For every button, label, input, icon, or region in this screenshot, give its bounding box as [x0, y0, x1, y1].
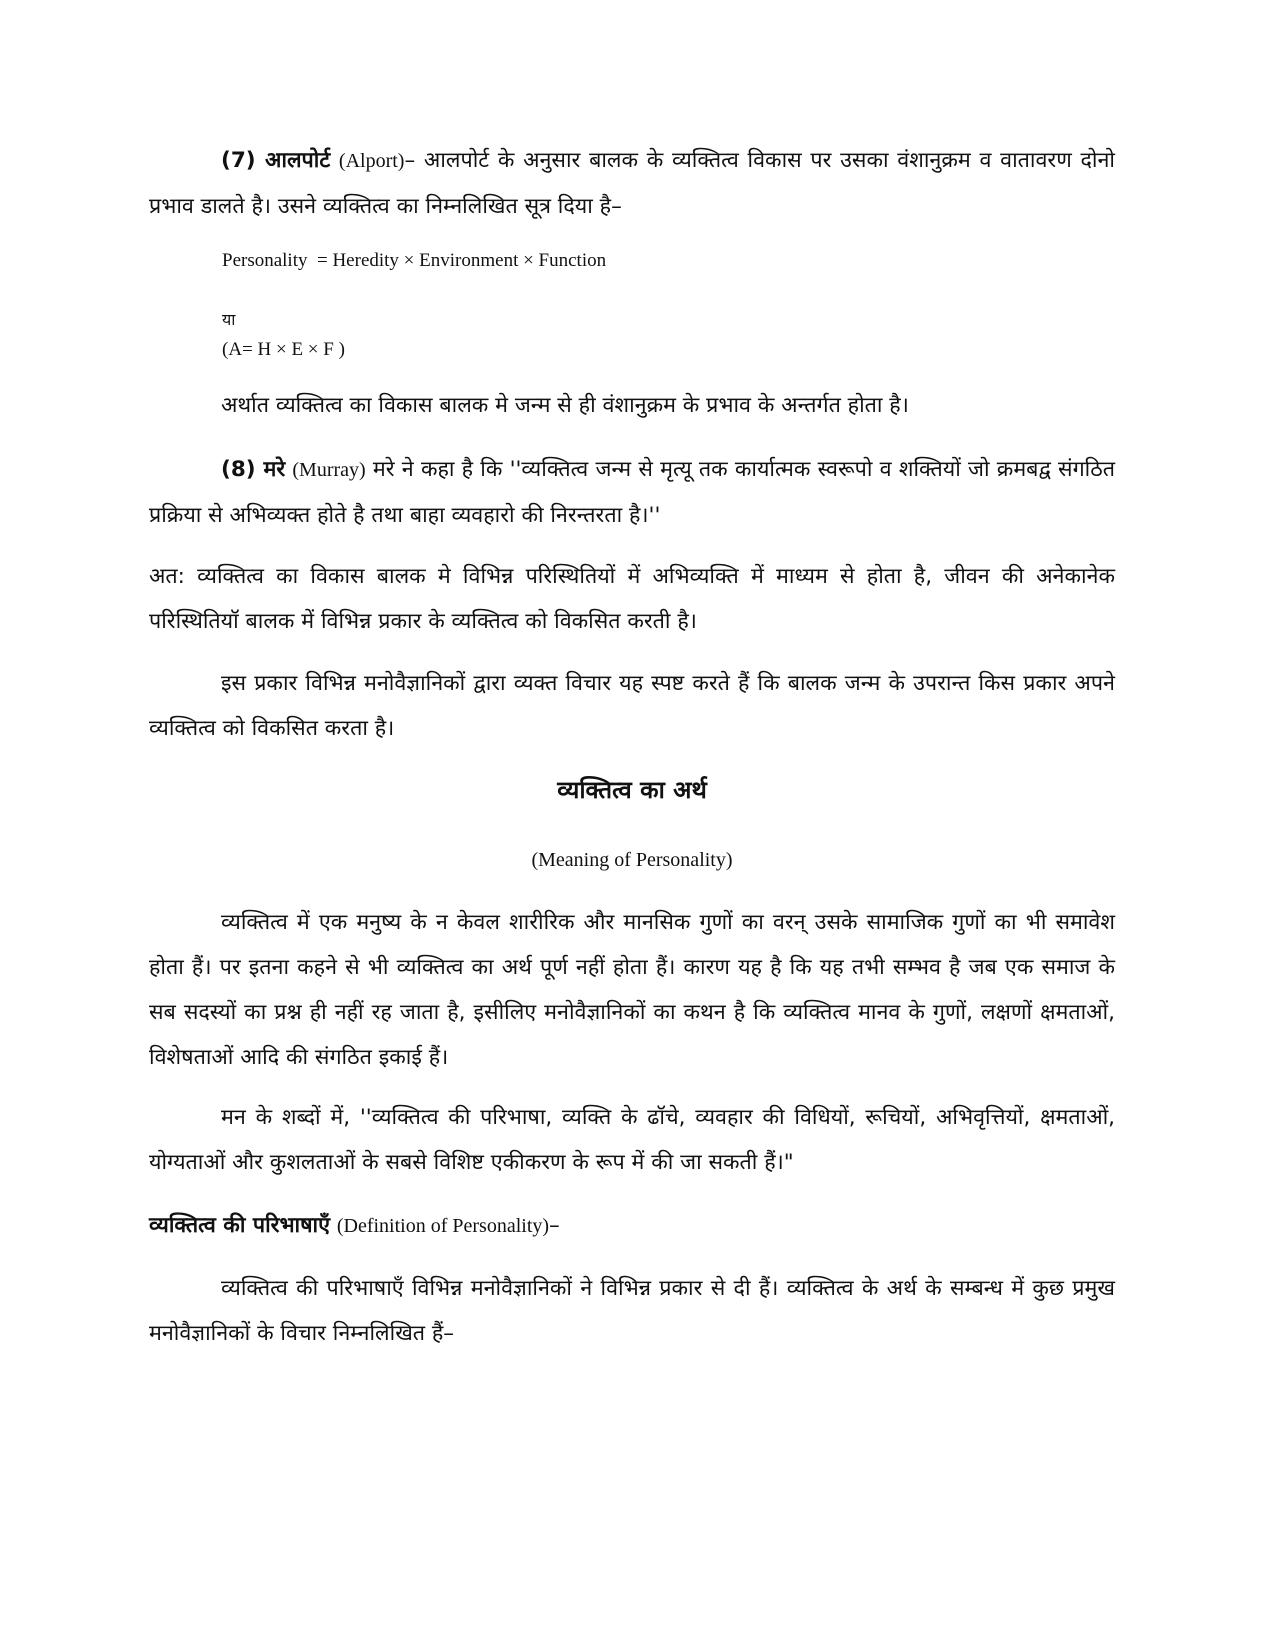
section-7-latin: (Alport) — [338, 150, 405, 172]
paragraph-atah: अत: व्यक्तित्व का विकास बालक मे विभिन्न परिस्थितियों में अभिव्यक्ति में माध्यम से होता है, जीवन की अनेकानेक परिस्थितियॉ बालक में विभिन्न प्रकार के व्यक्तित्व को विकसित करती है। — [149, 564, 1115, 634]
paragraph-meaning: व्यक्तित्व में एक मनुष्य के न केवल शारीरिक और मानसिक गुणों का वरन् उसके सामाजिक गुणों का भी समावेश होता हैं। पर इतना कहने से भी व्यक्तित्व का अर्थ पूर्ण नहीं होता हैं। कारण यह है कि यह तभी सम्भव है जब एक समाज के सब सदस्यों का प्रश्न ही नहीं रह जाता है, इसीलिए मनोवैज्ञानिकों का कथन है कि व्यक्तित्व मानव के गुणों, लक्षणों क्षमताओं, विशेषताओं आदि की संगठित इकाई हैं। — [149, 910, 1115, 1070]
formula-or-mark: या — [222, 310, 236, 329]
section-8-text: मरे ने कहा है कि ''व्यक्तित्व जन्म से मृत्यू तक कार्यात्मक स्वरूपो व शक्तियों जो क्रमबद्व संगठित प्रक्रिया से अभिव्यक्त होते है तथा बाहा व्यवहारो की निरन्तरता है।'' — [149, 457, 1115, 528]
definitions-latin: (Definition of Personality) — [336, 1215, 550, 1237]
formula-line-1: Personality = Heredity × Environment × Function — [222, 250, 607, 271]
definitions-dash: – — [549, 1213, 560, 1238]
paragraph-is-prakar: इस प्रकार विभिन्न मनोवैज्ञानिकों द्वारा व्यक्त विचार यह स्पष्ट करते हैं कि बालक जन्म के उपरान्त किस प्रकार अपने व्यक्तित्व को विकसित करता है। — [149, 671, 1115, 741]
section-heading: व्यक्तित्व का अर्थ — [557, 776, 707, 804]
definitions-label: व्यक्तित्व की परिभाषाएँ — [149, 1213, 331, 1238]
paragraph-definitions: व्यक्तित्व की परिभाषाएँ विभिन्न मनोवैज्ञानिकों ने विभिन्न प्रकार से दी हैं। व्यक्तित्व के अर्थ के सम्बन्ध में कुछ प्रमुख मनोवैज्ञानिकों के विचार निम्नलिखित हैं– — [149, 1276, 1115, 1346]
section-subheading: (Meaning of Personality) — [531, 849, 733, 871]
formula-line-2: (A= H × E × F ) — [222, 339, 345, 360]
paragraph-mann-quote: मन के शब्दों में, ''व्यक्तित्व की परिभाषा, व्यक्ति के ढॉचे, व्यवहार की विधियों, रूचियों, अभिवृत्तियों, क्षमताओं, योग्यताओं और कुशलताओं के सबसे विशिष्ट एकीकरण के रूप में की जा सकती हैं।" — [149, 1105, 1115, 1175]
definitions-heading — [149, 1203, 1115, 1249]
section-8-label: (8) मरे — [221, 457, 286, 482]
paragraph-after-formula: अर्थात व्यक्तित्व का विकास बालक मे जन्म से ही वंशानुक्रम के प्रभाव के अन्तर्गत होता है। — [221, 393, 909, 418]
section-7-text: – आलपोर्ट के अनुसार बालक के व्यक्तित्व विकास पर उसका वंशानुक्रम व वातावरण दोनो प्रभाव डालते है। उसने व्यक्तित्व का निम्नलिखित सूत्र दिया है– — [149, 148, 1115, 219]
section-7-paragraph — [149, 138, 1115, 229]
section-8-paragraph — [149, 447, 1115, 538]
section-7-label: (7) आलपोर्ट — [221, 148, 331, 173]
section-8-latin: (Murray) — [292, 459, 366, 481]
